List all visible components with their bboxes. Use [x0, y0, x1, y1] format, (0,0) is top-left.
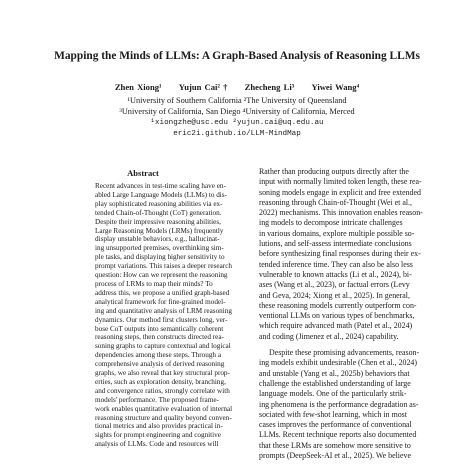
body-text-line: which require advanced math (Patel et al., 2024): [259, 321, 413, 331]
abstract-line: tional metrics and also provides practical in-: [95, 422, 223, 431]
body-text-line: ventional LLMs on various types of benchmarks,: [259, 311, 415, 321]
abstract-line: Despite their impressive reasoning abilities,: [95, 217, 221, 226]
body-text-line: in various domains, explore multiple possible so-: [259, 228, 415, 238]
abstract-line: work enables quantitative evaluation of internal: [95, 404, 233, 413]
abstract-line: graphs, we also reveal that key structural prop-: [95, 369, 230, 378]
abstract-line: analysis of LLMs. Code and resources will: [95, 440, 219, 449]
author-name: Zhen Xiong¹: [114, 82, 162, 92]
intro-paragraph: [259, 348, 425, 461]
author-emails: ¹xiongzhe@usc.edu ²yujun.cai@uq.edu.au: [150, 119, 324, 127]
abstract-line: sights for prompt engineering and cognitive: [95, 431, 221, 440]
author-name: Zhecheng Li³: [244, 82, 295, 92]
abstract-line: comprehensive analysis of derived reasoning: [95, 360, 225, 369]
abstract-line: reasoning steps, then constructs directed rea-: [95, 333, 224, 342]
body-text-line: ases (Wang et al., 2023), or factual errors (Levy: [259, 280, 410, 290]
body-text-line: before synthesizing final responses during their ex-: [259, 249, 421, 259]
body-text-line: tended inference time. They can also be also less: [259, 259, 413, 269]
body-text-line: input with normally limited token length, these rea-: [259, 177, 422, 187]
abstract-line: erties, such as exploration density, branching,: [95, 377, 226, 386]
abstract-line: display unstable behaviors, e.g., hallucinat-: [95, 235, 220, 244]
body-text-line: challenge the established understanding of large: [259, 378, 411, 388]
intro-column: [259, 167, 425, 461]
body-text-line: vulnerable to known attacks (Li et al., 2024), bi-: [259, 269, 412, 279]
abstract-line: abled Large Language Models (LLMs) to dis-: [95, 190, 227, 199]
body-text-line: ing phenomena is the performance degradation as-: [259, 399, 419, 409]
body-text-line: and unstable (Yang et al., 2025b) behaviors that: [259, 368, 410, 378]
body-text-line: ing models to decompose intricate challenges: [259, 218, 403, 228]
body-text-line: ing models exhibit undesirable (Chen et al., 2024): [259, 358, 417, 368]
abstract-line: analytical framework for fine-grained model-: [95, 297, 226, 306]
body-text-line: and coding (Jimenez et al., 2024) capability.: [259, 331, 399, 341]
body-text-line: lutions, and self-assess intermediate conclusions: [259, 239, 412, 249]
body-text-line: sociated with few-shot learning, which in most: [259, 409, 407, 419]
body-text-line: 2022) mechanisms. This innovation enables reason-: [259, 208, 423, 218]
abstract-line: process of LRMs to map their minds? To: [95, 279, 213, 288]
body-text-line: cases improves the performance of conventional: [259, 420, 412, 430]
abstract-line: prompt variations. This raises a deeper research: [95, 262, 232, 271]
abstract-line: tended Chain-of-Thought (CoT) generation.: [95, 208, 222, 217]
abstract-line: Large Reasoning Models (LRMs) frequently: [95, 226, 224, 235]
abstract-body: [95, 182, 233, 449]
body-text-line: language models. One of the particularly strik-: [259, 389, 407, 399]
author-list: [0, 82, 474, 92]
body-text-line: LLMs. Recent technique reports also documented: [259, 430, 417, 440]
body-text-line: soning models engage in explicit and free extended: [259, 187, 421, 197]
abstract-line: ple tasks, and displaying higher sensitivity to: [95, 253, 225, 262]
abstract-line: play sophisticated reasoning abilities via ex-: [95, 199, 223, 208]
affiliation-line: ³University of California, San Diego ⁴University of California, Merced: [119, 107, 355, 116]
abstract-line: dynamics. Our method first clusters long, ver-: [95, 315, 228, 324]
abstract-line: address this, we propose a unified graph-based: [95, 288, 230, 297]
body-text-line: prompts (DeepSeek-AI et al., 2025). We believe: [259, 451, 411, 461]
author-name: Yiwei Wang⁴: [311, 82, 360, 92]
paper-title: Mapping the Minds of LLMs: A Graph-Based Analysis of Reasoning LLMs: [54, 50, 420, 62]
abstract-line: and convergence ratios, strongly correlate with: [95, 386, 230, 395]
intro-paragraph: [259, 167, 425, 342]
author-name: Yujun Cai² †: [178, 82, 228, 92]
abstract-line: ing and quantitative analysis of LRM reasoning: [95, 306, 232, 315]
abstract-line: Recent advances in test-time scaling have en-: [95, 182, 226, 190]
body-text-line: that these LRMs are somehow more sensitive to: [259, 440, 411, 450]
affiliation-line: ¹University of Southern California ²The University of Queensland: [127, 96, 347, 105]
body-text-line: Despite these promising advancements, reason-: [269, 348, 420, 358]
body-text-line: and Geva, 2024; Xiong et al., 2025). In general,: [259, 290, 410, 300]
abstract-line: soning graphs to capture contextual and logical: [95, 342, 231, 351]
body-text-line: Rather than producing outputs directly after the: [259, 167, 409, 176]
body-text-line: reasoning through Chain-of-Thought (Wei et al.,: [259, 197, 412, 207]
abstract-line: reasoning structure and quality beyond conven-: [95, 413, 232, 422]
abstract-line: bose CoT outputs into semantically coherent: [95, 324, 224, 333]
project-url: eric2i.github.io/LLM-MindMap: [173, 130, 301, 138]
abstract-line: dependencies among these steps. Through a: [95, 351, 222, 360]
abstract-line: ing unsupported premises, overthinking sim-: [95, 244, 224, 253]
abstract-heading: Abstract: [127, 168, 159, 178]
abstract-line: models' performance. The proposed frame-: [95, 395, 219, 404]
abstract-line: question: How can we represent the reasoning: [95, 271, 228, 280]
body-text-line: these reasoning models currently outperform con-: [259, 300, 417, 310]
